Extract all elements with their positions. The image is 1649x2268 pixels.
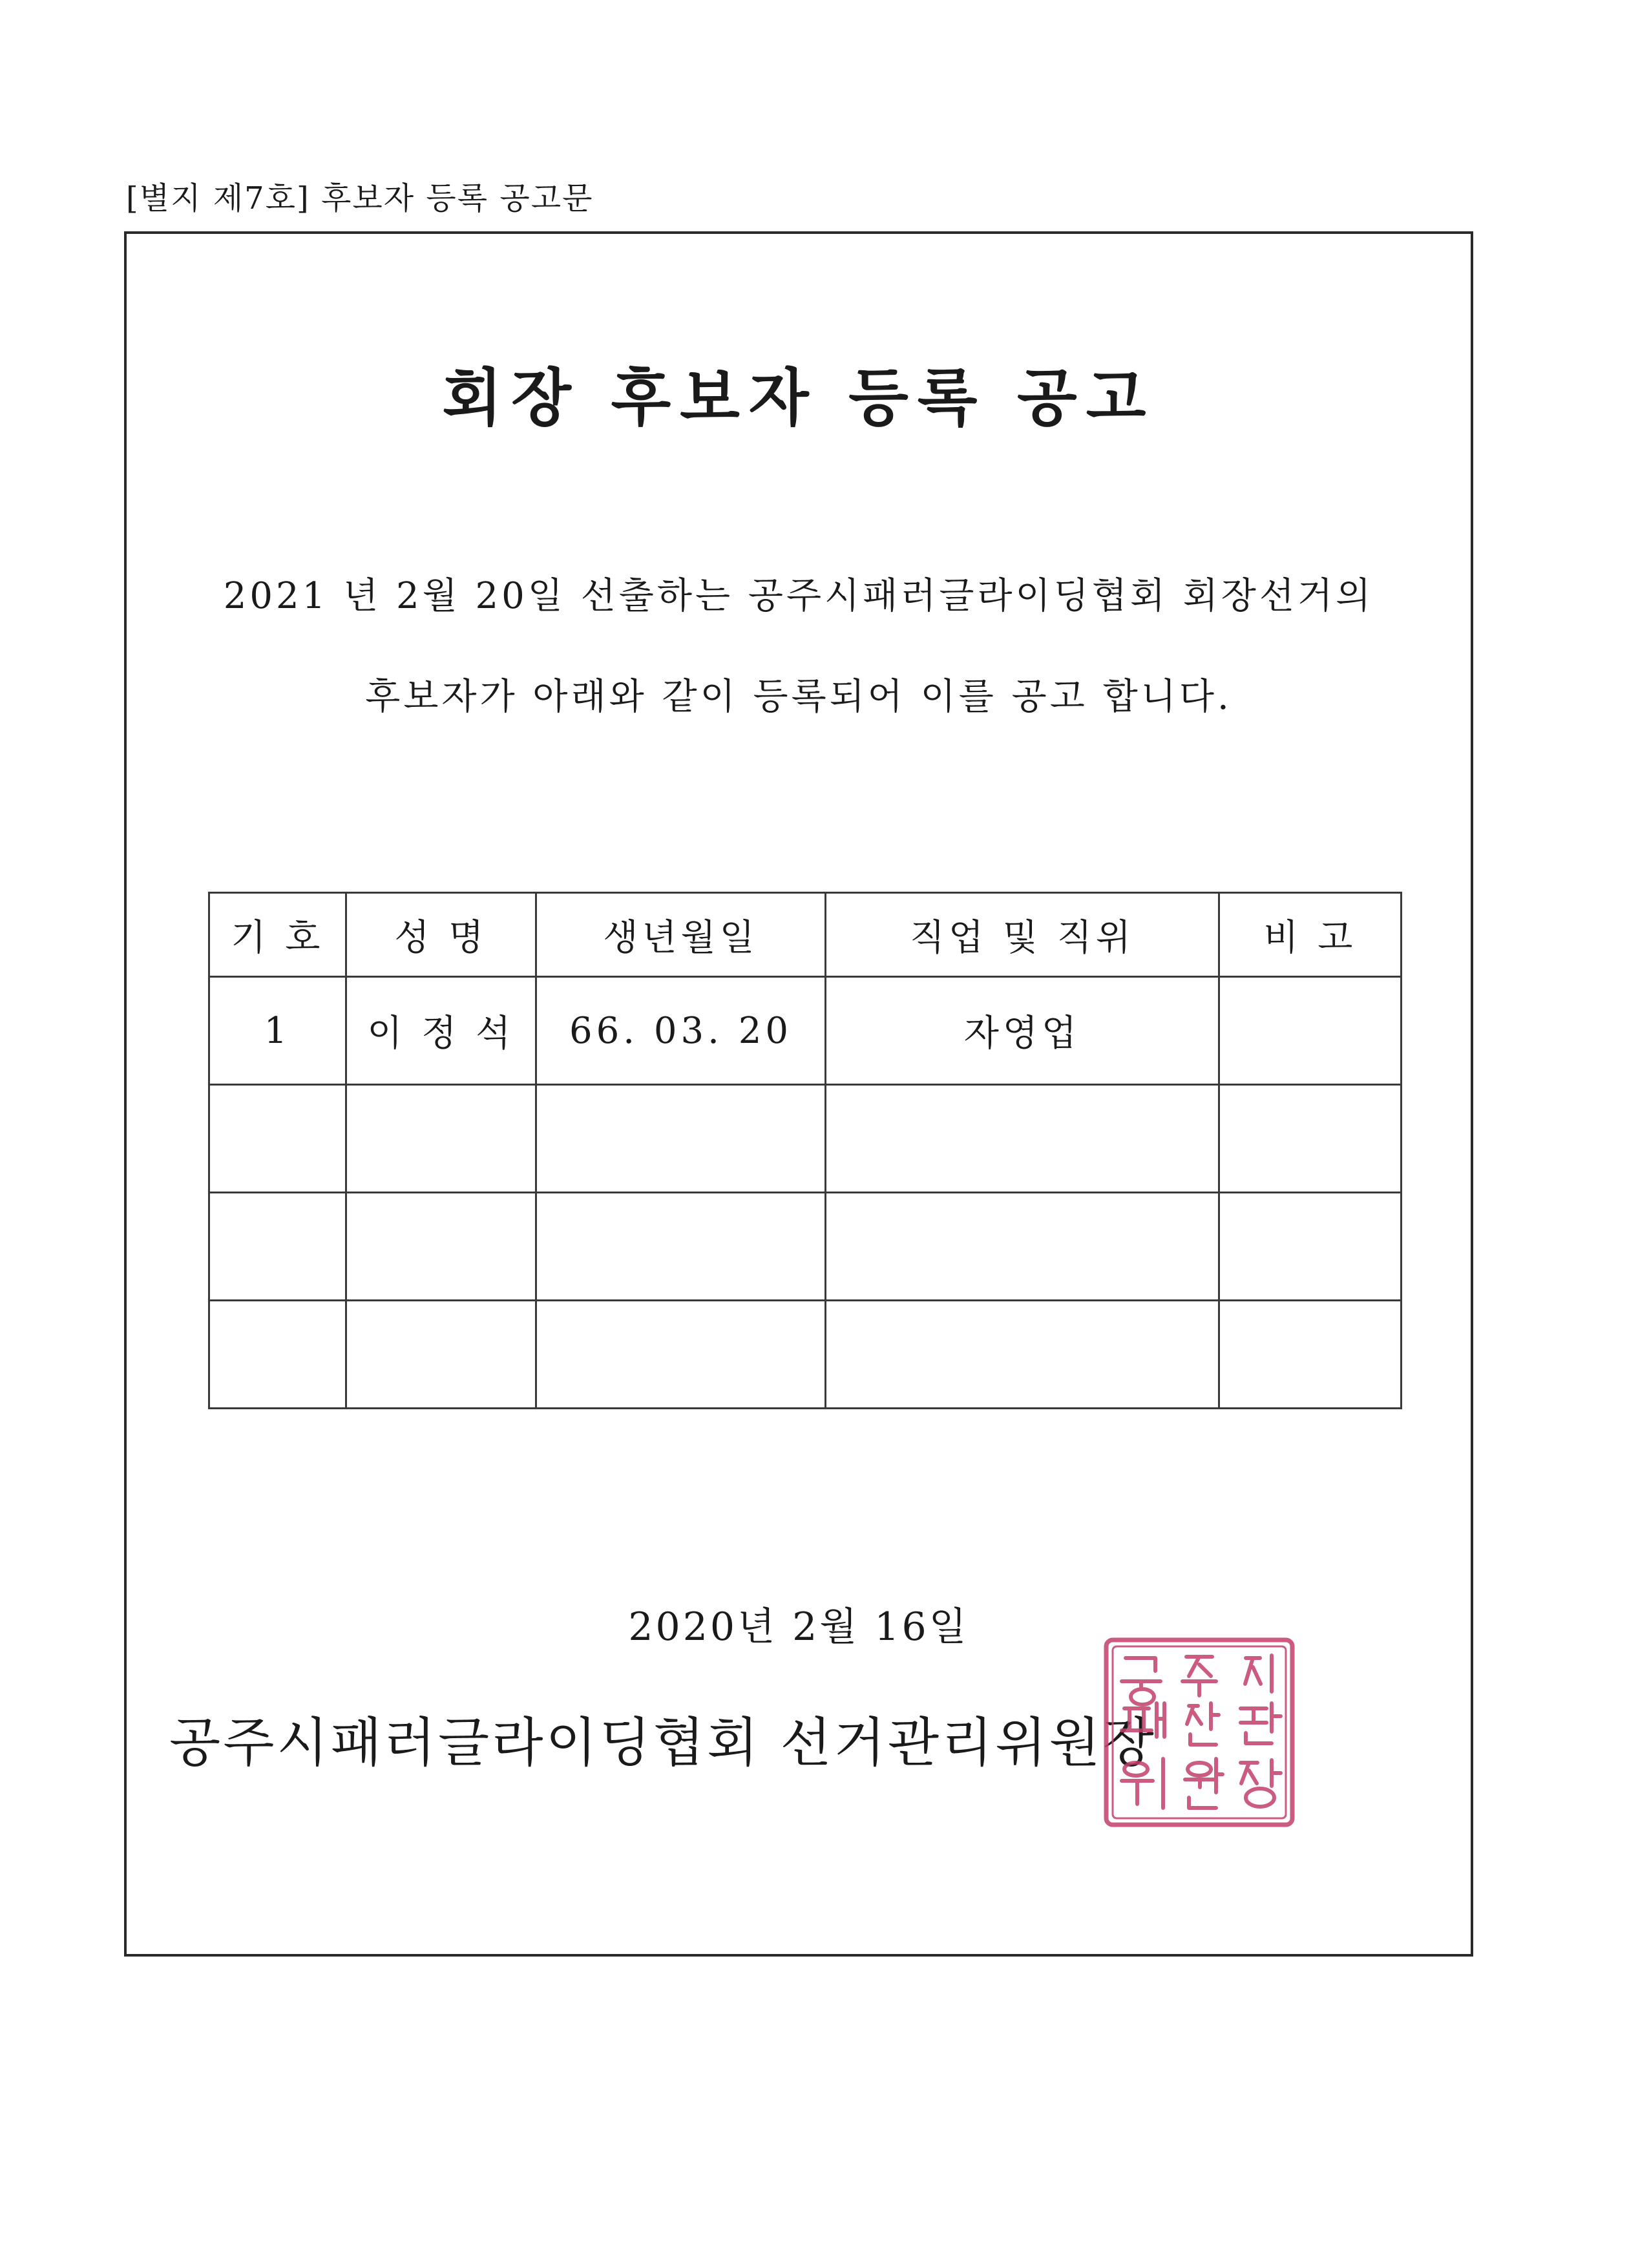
table-row	[209, 1193, 1402, 1301]
cell-occupation	[826, 1193, 1219, 1301]
notice-title: 회장 후보자 등록 공고	[442, 362, 1155, 434]
table-row	[209, 977, 1402, 1085]
notice-frame	[124, 231, 1473, 1957]
cell-remarks	[1219, 1301, 1401, 1409]
header-remarks: 비 고	[1219, 893, 1401, 977]
cell-birthdate	[536, 1085, 825, 1193]
cell-birthdate	[536, 1193, 825, 1301]
cell-number	[209, 1301, 346, 1409]
official-seal-icon	[1102, 1636, 1296, 1829]
table-header-row	[209, 893, 1402, 977]
cell-occupation	[826, 1085, 1219, 1193]
cell-occupation	[826, 1301, 1219, 1409]
cell-remarks	[1219, 1193, 1401, 1301]
cell-birthdate: 66. 03. 20	[536, 977, 825, 1085]
header-occupation: 직업 및 직위	[826, 893, 1219, 977]
cell-remarks	[1219, 1085, 1401, 1193]
cell-number	[209, 1085, 346, 1193]
header-birthdate: 생년월일	[536, 893, 825, 977]
cell-birthdate	[536, 1301, 825, 1409]
cell-number: 1	[209, 977, 346, 1085]
cell-name	[346, 1085, 536, 1193]
header-name: 성 명	[346, 893, 536, 977]
cell-number	[209, 1193, 346, 1301]
table-row	[209, 1301, 1402, 1409]
table-row	[209, 1085, 1402, 1193]
form-label: [별지 제7호] 후보자 등록 공고문	[126, 180, 594, 216]
notice-body-line-2: 후보자가 아래와 같이 등록되어 이를 공고 합니다.	[365, 676, 1232, 718]
cell-remarks	[1219, 977, 1401, 1085]
notice-date: 2020년 2월 16일	[628, 1604, 969, 1650]
cell-name	[346, 1193, 536, 1301]
signatory-name: 공주시패러글라이딩협회 선거관리위원장	[169, 1712, 1157, 1774]
notice-body-line-1: 2021 년 2월 20일 선출하는 공주시패러글라이딩협회 회장선거의	[223, 575, 1374, 617]
cell-name	[346, 1301, 536, 1409]
candidate-table	[208, 892, 1402, 1409]
cell-occupation: 자영업	[826, 977, 1219, 1085]
header-number: 기 호	[209, 893, 346, 977]
cell-name: 이 정 석	[346, 977, 536, 1085]
